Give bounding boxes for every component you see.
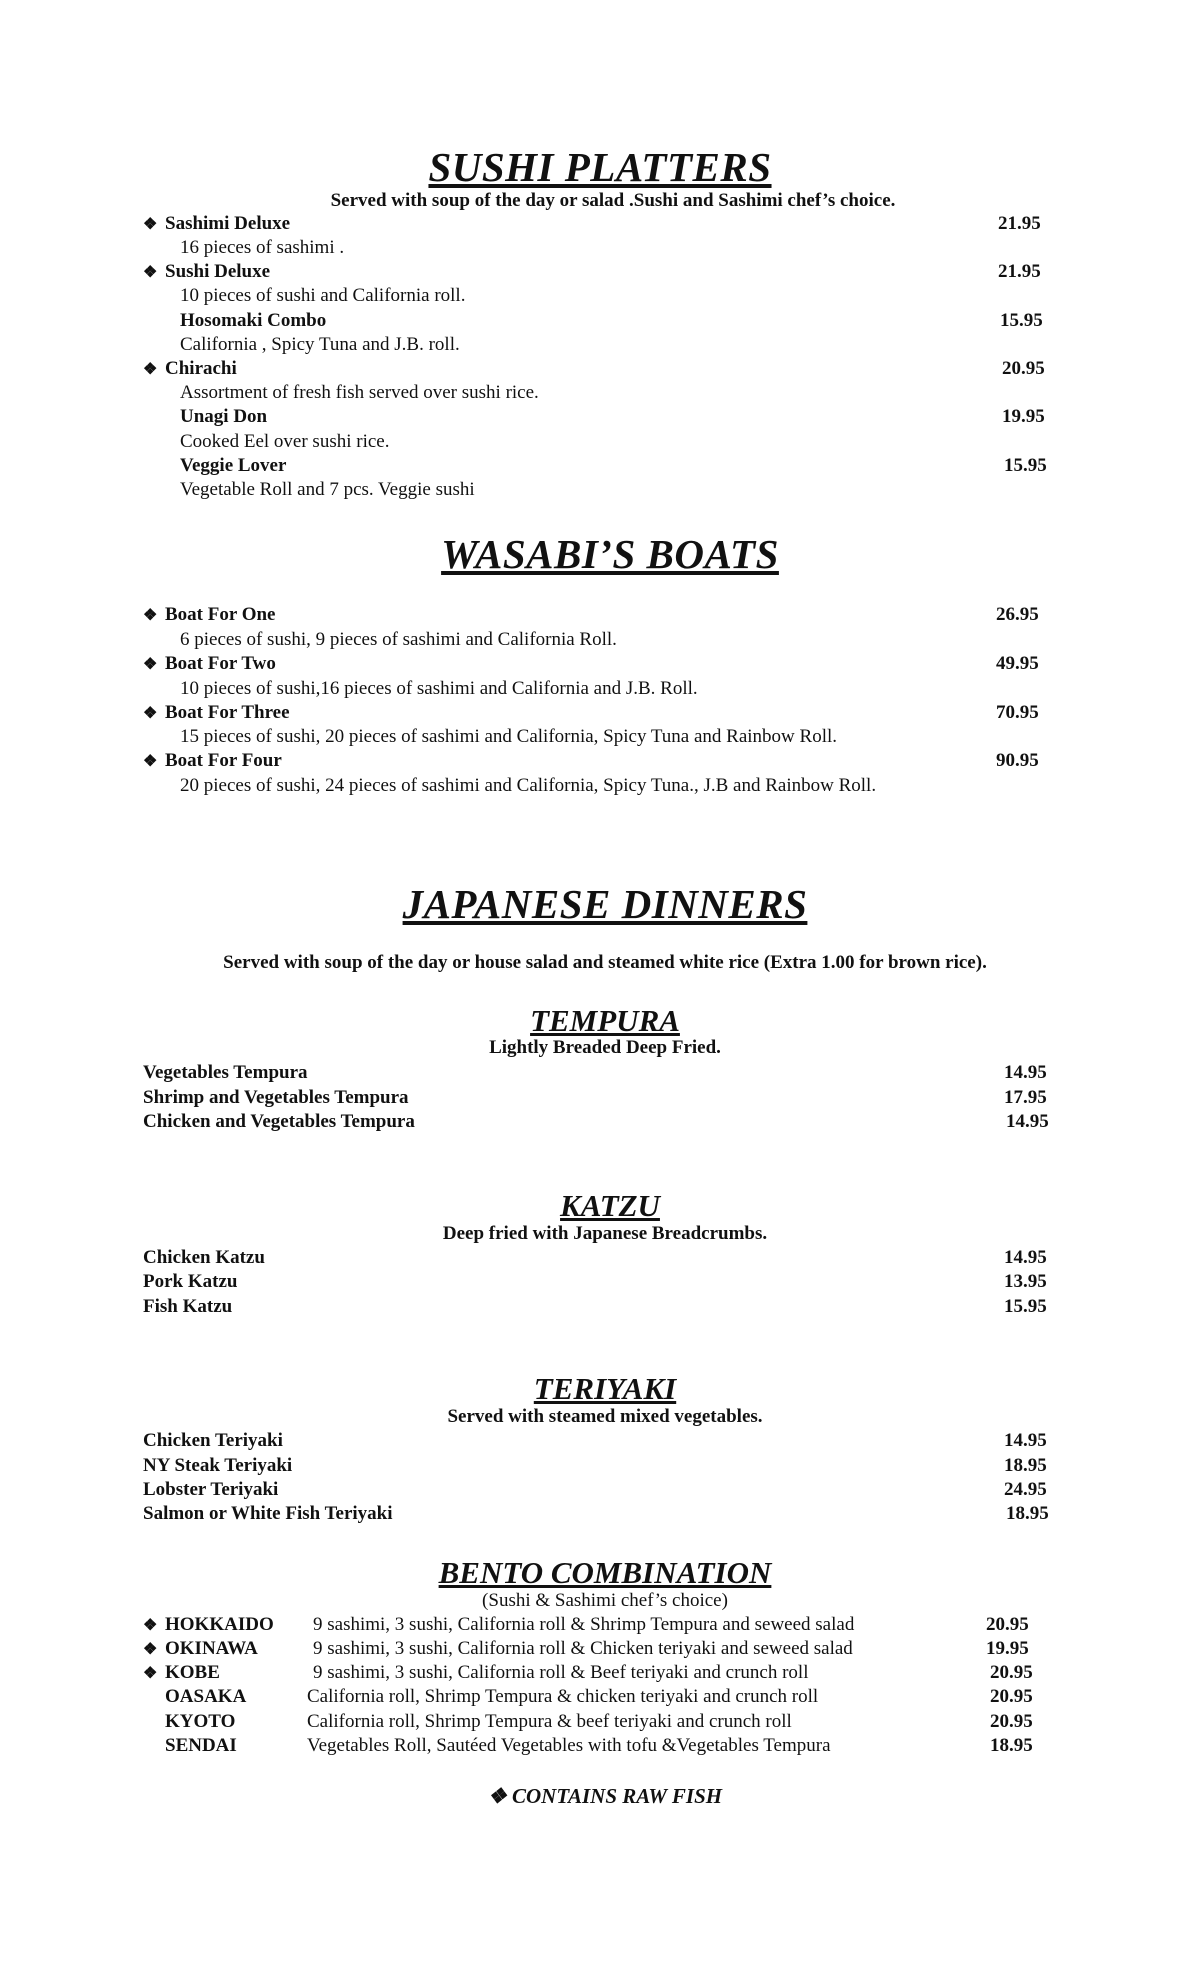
- menu-item-description: Cooked Eel over sushi rice.: [180, 431, 390, 452]
- teriyaki-heading: TERIYAKI: [533, 1371, 677, 1406]
- wasabis-boats-heading: WASABI’S BOATS: [441, 531, 779, 577]
- katzu-subtitle: Deep fried with Japanese Breadcrumbs.: [442, 1223, 768, 1244]
- menu-item-price: 21.95: [998, 261, 1041, 282]
- menu-item-price: 70.95: [996, 702, 1039, 723]
- menu-item-name: Salmon or White Fish Teriyaki: [143, 1503, 393, 1524]
- raw-fish-marker-icon: ❖: [143, 1641, 158, 1658]
- menu-item-price: 26.95: [996, 604, 1039, 625]
- menu-item-price: 19.95: [1002, 406, 1045, 427]
- menu-item-price: 15.95: [1004, 455, 1047, 476]
- japanese-dinners-subtitle: Served with soup of the day or house salad and steamed white rice (Extra 1.00 for brown rice).: [223, 952, 987, 973]
- menu-item-price: 14.95: [1004, 1062, 1047, 1083]
- tempura-heading: TEMPURA: [530, 1003, 680, 1038]
- raw-fish-marker-icon: ❖: [143, 1665, 158, 1682]
- bento-item-price: 20.95: [990, 1662, 1033, 1683]
- katzu-heading: KATZU: [560, 1188, 660, 1223]
- raw-fish-marker-icon: ❖: [143, 1617, 158, 1634]
- menu-item-price: 14.95: [1004, 1430, 1047, 1451]
- menu-item-name: ❖ Boat For One: [143, 604, 276, 625]
- menu-item-name: Chicken and Vegetables Tempura: [143, 1111, 415, 1132]
- raw-fish-marker-icon: ❖: [143, 607, 158, 624]
- raw-fish-note: ❖ CONTAINS RAW FISH: [487, 1784, 723, 1808]
- sushi-platters-subtitle: Served with soup of the day or salad .Sushi and Sashimi chef’s choice.: [330, 190, 896, 211]
- menu-item-description: 6 pieces of sushi, 9 pieces of sashimi and California Roll.: [180, 629, 617, 650]
- menu-item-name: Fish Katzu: [143, 1296, 233, 1317]
- menu-item-price: 21.95: [998, 213, 1041, 234]
- bento-item-name: OASAKA: [165, 1686, 247, 1707]
- bento-item-name: ❖ HOKKAIDO: [143, 1614, 274, 1635]
- bento-item-price: 20.95: [990, 1686, 1033, 1707]
- menu-item-name: Chicken Katzu: [143, 1247, 265, 1268]
- bento-item-description: 9 sashimi, 3 sushi, California roll & Shrimp Tempura and seweed salad: [313, 1614, 855, 1635]
- menu-item-price: 18.95: [1006, 1503, 1049, 1524]
- menu-item-price: 20.95: [1002, 358, 1045, 379]
- menu-item-description: California , Spicy Tuna and J.B. roll.: [180, 334, 460, 355]
- menu-item-name: ❖ Sushi Deluxe: [143, 261, 271, 282]
- menu-item-name: ❖ Boat For Two: [143, 653, 276, 674]
- menu-item-price: 17.95: [1004, 1087, 1047, 1108]
- bento-item-price: 20.95: [990, 1711, 1033, 1732]
- bento-item-name: ❖ OKINAWA: [143, 1638, 258, 1659]
- tempura-subtitle: Lightly Breaded Deep Fried.: [489, 1037, 721, 1058]
- menu-item-name: NY Steak Teriyaki: [143, 1455, 293, 1476]
- menu-item-description: 20 pieces of sushi, 24 pieces of sashimi and California, Spicy Tuna., J.B and Rainbow Roll.: [180, 775, 877, 796]
- menu-item-price: 15.95: [1004, 1296, 1047, 1317]
- menu-item-price: 14.95: [1004, 1247, 1047, 1268]
- raw-fish-marker-icon: ❖: [143, 656, 158, 673]
- menu-item-description: Vegetable Roll and 7 pcs. Veggie sushi: [180, 479, 475, 500]
- bento-item-description: Vegetables Roll, Sautéed Vegetables with tofu &Vegetables Tempura: [307, 1735, 831, 1756]
- menu-item-price: 49.95: [996, 653, 1039, 674]
- menu-item-name: Unagi Don: [180, 406, 268, 427]
- menu-item-price: 18.95: [1004, 1455, 1047, 1476]
- bento-item-name: SENDAI: [165, 1735, 237, 1756]
- menu-item-name: ❖ Boat For Three: [143, 702, 290, 723]
- bento-item-price: 18.95: [990, 1735, 1033, 1756]
- menu-item-name: ❖ Boat For Four: [143, 750, 282, 771]
- menu-item-name: Lobster Teriyaki: [143, 1479, 279, 1500]
- menu-item-name: Hosomaki Combo: [180, 310, 327, 331]
- menu-item-description: 10 pieces of sushi,16 pieces of sashimi and California and J.B. Roll.: [180, 678, 698, 699]
- menu-item-price: 15.95: [1000, 310, 1043, 331]
- menu-item-name: Vegetables Tempura: [143, 1062, 308, 1083]
- menu-item-name: Veggie Lover: [180, 455, 287, 476]
- menu-item-name: ❖ Chirachi: [143, 358, 237, 379]
- bento-item-name: ❖ KOBE: [143, 1662, 220, 1683]
- raw-fish-marker-icon: ❖: [143, 753, 158, 770]
- sushi-platters-heading: SUSHI PLATTERS: [428, 144, 772, 190]
- teriyaki-subtitle: Served with steamed mixed vegetables.: [447, 1406, 763, 1427]
- raw-fish-marker-icon: ❖: [143, 361, 158, 378]
- menu-item-name: Shrimp and Vegetables Tempura: [143, 1087, 409, 1108]
- raw-fish-marker-icon: ❖: [143, 216, 158, 233]
- raw-fish-marker-icon: ❖: [143, 705, 158, 722]
- bento-combination-heading: BENTO COMBINATION: [438, 1555, 772, 1590]
- bento-item-description: 9 sashimi, 3 sushi, California roll & Chicken teriyaki and seweed salad: [313, 1638, 853, 1659]
- raw-fish-marker-icon: ❖: [143, 264, 158, 281]
- menu-item-price: 24.95: [1004, 1479, 1047, 1500]
- menu-item-description: 10 pieces of sushi and California roll.: [180, 285, 466, 306]
- menu-item-name: Pork Katzu: [143, 1271, 238, 1292]
- menu-item-name: ❖ Sashimi Deluxe: [143, 213, 291, 234]
- bento-item-description: California roll, Shrimp Tempura & beef teriyaki and crunch roll: [307, 1711, 792, 1732]
- japanese-dinners-heading: JAPANESE DINNERS: [402, 881, 808, 927]
- menu-item-description: 15 pieces of sushi, 20 pieces of sashimi and California, Spicy Tuna and Rainbow Roll.: [180, 726, 838, 747]
- bento-item-description: 9 sashimi, 3 sushi, California roll & Beef teriyaki and crunch roll: [313, 1662, 809, 1683]
- bento-combination-subtitle: (Sushi & Sashimi chef’s choice): [482, 1590, 728, 1611]
- bento-item-name: KYOTO: [165, 1711, 236, 1732]
- menu-item-price: 14.95: [1006, 1111, 1049, 1132]
- menu-item-price: 13.95: [1004, 1271, 1047, 1292]
- menu-item-name: Chicken Teriyaki: [143, 1430, 283, 1451]
- menu-item-price: 90.95: [996, 750, 1039, 771]
- bento-item-price: 19.95: [986, 1638, 1029, 1659]
- bento-item-description: California roll, Shrimp Tempura & chicken teriyaki and crunch roll: [307, 1686, 819, 1707]
- bento-item-price: 20.95: [986, 1614, 1029, 1635]
- menu-item-description: Assortment of fresh fish served over sushi rice.: [180, 382, 539, 403]
- menu-item-description: 16 pieces of sashimi .: [180, 237, 345, 258]
